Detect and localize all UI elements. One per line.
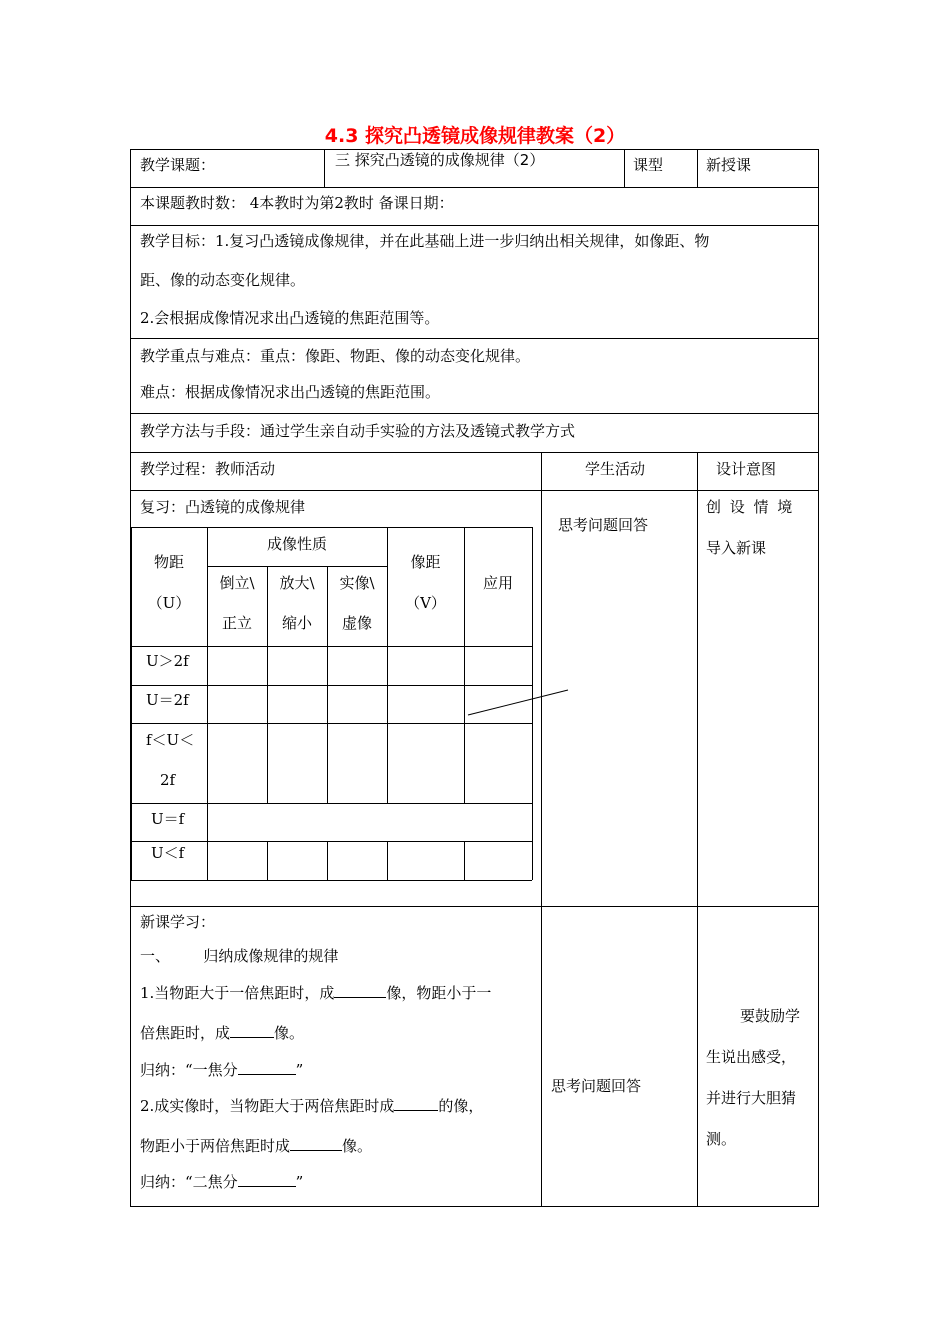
col-object-distance: 物距 (153, 553, 184, 571)
hours-line: 本课题教时数： 4本教时为第2教时 备课日期： (140, 194, 454, 212)
review-design-line2: 导入新课 (706, 539, 767, 557)
row-label-3b: 2f (160, 771, 176, 789)
row-label-4: U＝f (151, 810, 185, 828)
row-label-5: U＜f (151, 844, 185, 862)
new-lesson-design-line2: 生说出感受， (706, 1048, 797, 1066)
type-label: 课型 (633, 156, 664, 174)
question1-line1: 1.当物距大于一倍焦距时，成 像，物距小于一 (140, 984, 492, 1002)
method-line: 教学方法与手段：通过学生亲自动手实验的方法及透镜式教学方式 (140, 422, 576, 440)
row-label-3a: f＜U＜ (146, 731, 195, 749)
col-image-distance-unit: （V） (405, 594, 446, 612)
section-one: 一、 归纳成像规律的规律 (140, 947, 339, 965)
summary1: 归纳：“一焦分 ” (140, 1061, 304, 1079)
sub-magnify-2: 缩小 (281, 614, 312, 632)
sub-magnify-1: 放大\ (279, 574, 315, 592)
topic-label: 教学课题： (140, 156, 216, 174)
new-lesson-design-line4: 测。 (706, 1130, 737, 1148)
question1-line2: 倍焦距时，成 像。 (140, 1024, 305, 1042)
topic-value: 三 探究凸透镜的成像规律（2） (335, 151, 545, 169)
question2-line1: 2.成实像时，当物距大于两倍焦距时成 的像， (140, 1097, 484, 1115)
keypoints-line2: 难点：根据成像情况求出凸透镜的焦距范围。 (140, 383, 441, 401)
sub-real-2: 虚像 (341, 614, 372, 632)
new-lesson-design-line3: 并进行大胆猜 (706, 1089, 797, 1107)
question2-line2: 物距小于两倍焦距时成 像。 (140, 1137, 373, 1155)
summary2: 归纳：“二焦分 ” (140, 1173, 304, 1191)
new-lesson-title: 新课学习： (140, 913, 216, 931)
row-label-1: U＞2f (146, 652, 189, 670)
col-object-distance-unit: （U） (147, 594, 191, 612)
row-label-2: U＝2f (146, 691, 189, 709)
process-student-header: 学生活动 (585, 460, 646, 478)
process-teacher-header: 教学过程：教师活动 (140, 460, 276, 478)
new-lesson-student-activity: 思考问题回答 (551, 1077, 642, 1095)
sub-invert-2: 正立 (221, 614, 252, 632)
process-design-header: 设计意图 (716, 460, 777, 478)
type-value: 新授课 (706, 156, 752, 174)
new-lesson-design-line1: 要鼓励学 (740, 1007, 801, 1025)
document-title: 4.3 探究凸透镜成像规律教案（2） (324, 125, 626, 147)
col-application: 应用 (482, 574, 513, 592)
keypoints-line1: 教学重点与难点：重点：像距、物距、像的动态变化规律。 (140, 347, 531, 365)
col-image-nature: 成像性质 (266, 535, 327, 553)
review-student-activity: 思考问题回答 (558, 516, 649, 534)
col-image-distance: 像距 (410, 553, 441, 571)
goals-line3: 2.会根据成像情况求出凸透镜的焦距范围等。 (140, 309, 440, 327)
diagonal-stroke (460, 684, 575, 720)
review-title: 复习：凸透镜的成像规律 (140, 498, 306, 516)
goals-line2: 距、像的动态变化规律。 (140, 271, 306, 289)
goals-line1: 教学目标：1.复习凸透镜成像规律，并在此基础上进一步归纳出相关规律，如像距、物 (140, 232, 710, 250)
review-design-line1: 创 设 情 境 (706, 498, 795, 516)
sub-invert-1: 倒立\ (219, 574, 255, 592)
sub-real-1: 实像\ (339, 574, 375, 592)
